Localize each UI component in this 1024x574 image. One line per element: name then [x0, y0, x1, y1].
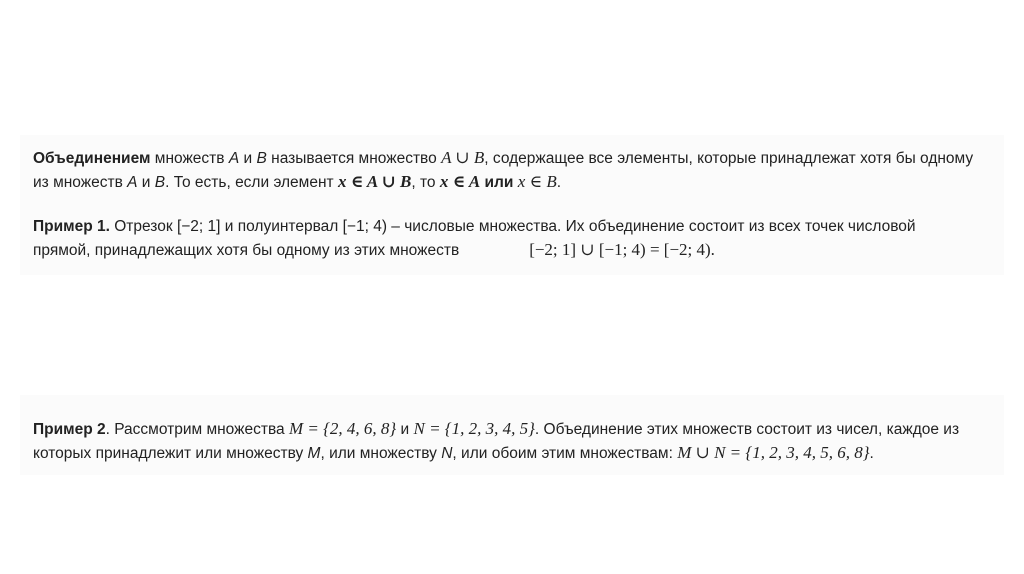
example-2-line-1: Пример 2. Рассмотрим множества M = {2, 4, 6, 8} и N = {1, 2, 3, 4, 5}. Объединение этих множеств состоит из чисел, каждое из	[33, 419, 960, 438]
example-1-formula: [−2; 1] ∪ [−1; 4) = [−2; 4).	[529, 240, 715, 259]
formula-x-in-union: x ∈ A ∪ B	[337, 172, 412, 191]
formula-x-in-a: x ∈ A	[439, 172, 481, 191]
set-n-formula: N = {1, 2, 3, 4, 5}	[413, 419, 535, 438]
example-1-label: Пример 1.	[33, 218, 110, 235]
definition-paragraph	[33, 146, 1003, 194]
formula-x-in-b: x ∈ B	[517, 172, 557, 191]
definition-line-2: из множеств A и B. То есть, если элемент x ∈ A ∪ B, то x ∈ A или x ∈ B.	[33, 172, 562, 191]
definition-line-1: Объединением множеств A и B называется множество A ∪ B, содержащее все элементы, которые принадлежат хотя бы одному	[33, 148, 974, 167]
union-mn-formula: M ∪ N = {1, 2, 3, 4, 5, 6, 8}	[677, 443, 870, 462]
example-2-label: Пример 2	[33, 421, 106, 438]
example-1-line-1: Пример 1. Отрезок [−2; 1] и полуинтервал [−1; 4) – числовые множества. Их объединение состоит из всех точек числовой	[33, 218, 916, 235]
union-formula: A ∪ B	[441, 148, 485, 167]
example-2-line-2: которых принадлежит или множеству M, или множеству N, или обоим этим множествам: M ∪ N = {1, 2, 3, 4, 5, 6, 8}.	[33, 443, 874, 462]
or-word: или	[484, 174, 514, 191]
example-1-line-2: прямой, принадлежащих хотя бы одному из этих множеств [−2; 1] ∪ [−1; 4) = [−2; 4).	[33, 240, 715, 259]
set-m-formula: M = {2, 4, 6, 8}	[288, 419, 397, 438]
example-2-paragraph	[33, 417, 1003, 465]
definition-term: Объединением	[33, 150, 151, 167]
example-1-paragraph	[33, 215, 1003, 262]
